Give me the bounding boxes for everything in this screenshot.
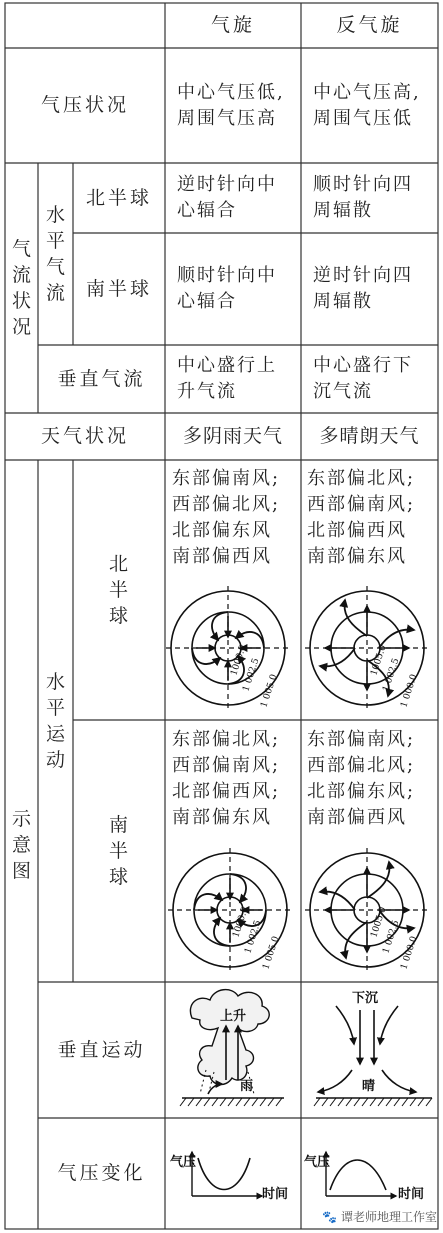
wind-line: 西部偏北风; xyxy=(172,494,281,515)
pressure-cyclone: 中心气压低,周围气压高 xyxy=(177,81,285,129)
sh-anticyclone-isobar-inner: 1005.0 xyxy=(369,905,389,939)
vertical-airflow-anticyclone: 中心盛行下沉气流 xyxy=(313,355,413,402)
vertical-motion-label: 垂直运动 xyxy=(57,1038,146,1061)
sink-label: 下沉 xyxy=(352,991,379,1006)
airflow-north-cyclone: 逆时针向中心辐合 xyxy=(177,174,277,221)
vertical-airflow-label: 垂直气流 xyxy=(57,367,146,390)
nh-cyclone-winds xyxy=(172,466,300,570)
clear-label: 晴 xyxy=(362,1079,376,1094)
sh-anticyclone-winds xyxy=(307,727,435,831)
wind-line: 南部偏西风 xyxy=(307,807,407,828)
airflow-south-label: 南半球 xyxy=(85,277,152,300)
wind-line: 西部偏南风; xyxy=(172,755,281,776)
vertical-airflow-cyclone: 中心盛行上升气流 xyxy=(177,355,277,402)
rain-label: 雨 xyxy=(240,1079,254,1094)
header-cyclone: 气旋 xyxy=(210,14,255,36)
wind-line: 南部偏西风 xyxy=(172,546,272,567)
sh-anticyclone-isobar-mid: 1 002.5 xyxy=(381,919,402,955)
wind-line: 北部偏西风 xyxy=(307,520,407,541)
rise-label: 上升 xyxy=(220,1009,247,1024)
wind-line: 东部偏北风; xyxy=(307,468,416,489)
anticyclone-pressure-yaxis: 气压 xyxy=(304,1155,331,1170)
sh-cyclone-isobar-mid: 1 002.5 xyxy=(243,919,264,955)
rising-air-diagram xyxy=(180,990,284,1106)
nh-anticyclone-isobar-inner: 1005.0 xyxy=(369,643,389,677)
nh-cyclone-isobar-inner: 1000.0 xyxy=(229,643,249,677)
wind-line: 南部偏东风 xyxy=(172,807,272,828)
nh-anticyclone-winds xyxy=(307,466,435,570)
sh-cyclone-winds xyxy=(172,727,300,831)
wind-line: 东部偏北风; xyxy=(172,729,281,750)
watermark: 🐾 谭老师地理工作室 xyxy=(322,1210,437,1224)
wind-line: 西部偏北风; xyxy=(307,755,416,776)
airflow-north-anticyclone: 顺时针向四周辐散 xyxy=(313,174,413,221)
horizontal-airflow-label: 水平气流 xyxy=(46,204,66,304)
wind-line: 北部偏东风; xyxy=(307,781,416,802)
pressure-change-cyclone-graph xyxy=(192,1152,262,1196)
pressure-change-label: 气压变化 xyxy=(57,1162,146,1184)
cyclone-pressure-yaxis-1: 气压 xyxy=(170,1155,197,1170)
nh-cyclone-isobar-outer: 1 005.0 xyxy=(259,673,280,709)
schematic-north-label: 北半球 xyxy=(109,553,129,627)
pressure-anticyclone: 中心气压高,周围气压低 xyxy=(313,81,421,129)
pressure-change-anticyclone-graph xyxy=(326,1152,396,1196)
sh-cyclone-isobar-inner: 1000.0 xyxy=(231,905,251,939)
schematic-label: 示意图 xyxy=(12,807,32,882)
weather-cyclone: 多阴雨天气 xyxy=(182,425,283,447)
wind-line: 东部偏南风; xyxy=(307,729,416,750)
pressure-label: 气压状况 xyxy=(40,94,129,116)
airflow-label: 气流状况 xyxy=(12,238,32,338)
cyclone-pressure-xaxis: 时间 xyxy=(262,1187,289,1202)
anticyclone-pressure-xaxis: 时间 xyxy=(398,1187,425,1202)
wind-line: 北部偏东风 xyxy=(172,520,272,541)
nh-anticyclone-isobar-outer: 1 000.0 xyxy=(399,673,420,709)
wind-line: 北部偏西风; xyxy=(172,781,281,802)
weather-label: 天气状况 xyxy=(40,425,129,447)
wind-line: 南部偏东风 xyxy=(307,546,407,567)
airflow-south-anticyclone: 逆时针向四周辐散 xyxy=(313,265,413,312)
wind-line: 西部偏南风; xyxy=(307,494,416,515)
wind-line: 东部偏南风; xyxy=(172,468,281,489)
sh-anticyclone-isobar-outer: 1 000.0 xyxy=(399,935,420,971)
airflow-north-label: 北半球 xyxy=(85,186,152,209)
airflow-south-cyclone: 顺时针向中心辐合 xyxy=(177,265,277,312)
nh-anticyclone-isobar-mid: 1 002.5 xyxy=(381,657,402,693)
header-anticyclone: 反气旋 xyxy=(336,14,403,36)
horizontal-motion-label: 水平运动 xyxy=(46,671,66,771)
sh-cyclone-isobar-outer: 1 005.0 xyxy=(261,935,282,971)
nh-cyclone-isobar-mid: 1 002.5 xyxy=(241,657,262,693)
weather-anticyclone: 多晴朗天气 xyxy=(319,425,420,447)
schematic-south-label: 南半球 xyxy=(109,814,129,888)
